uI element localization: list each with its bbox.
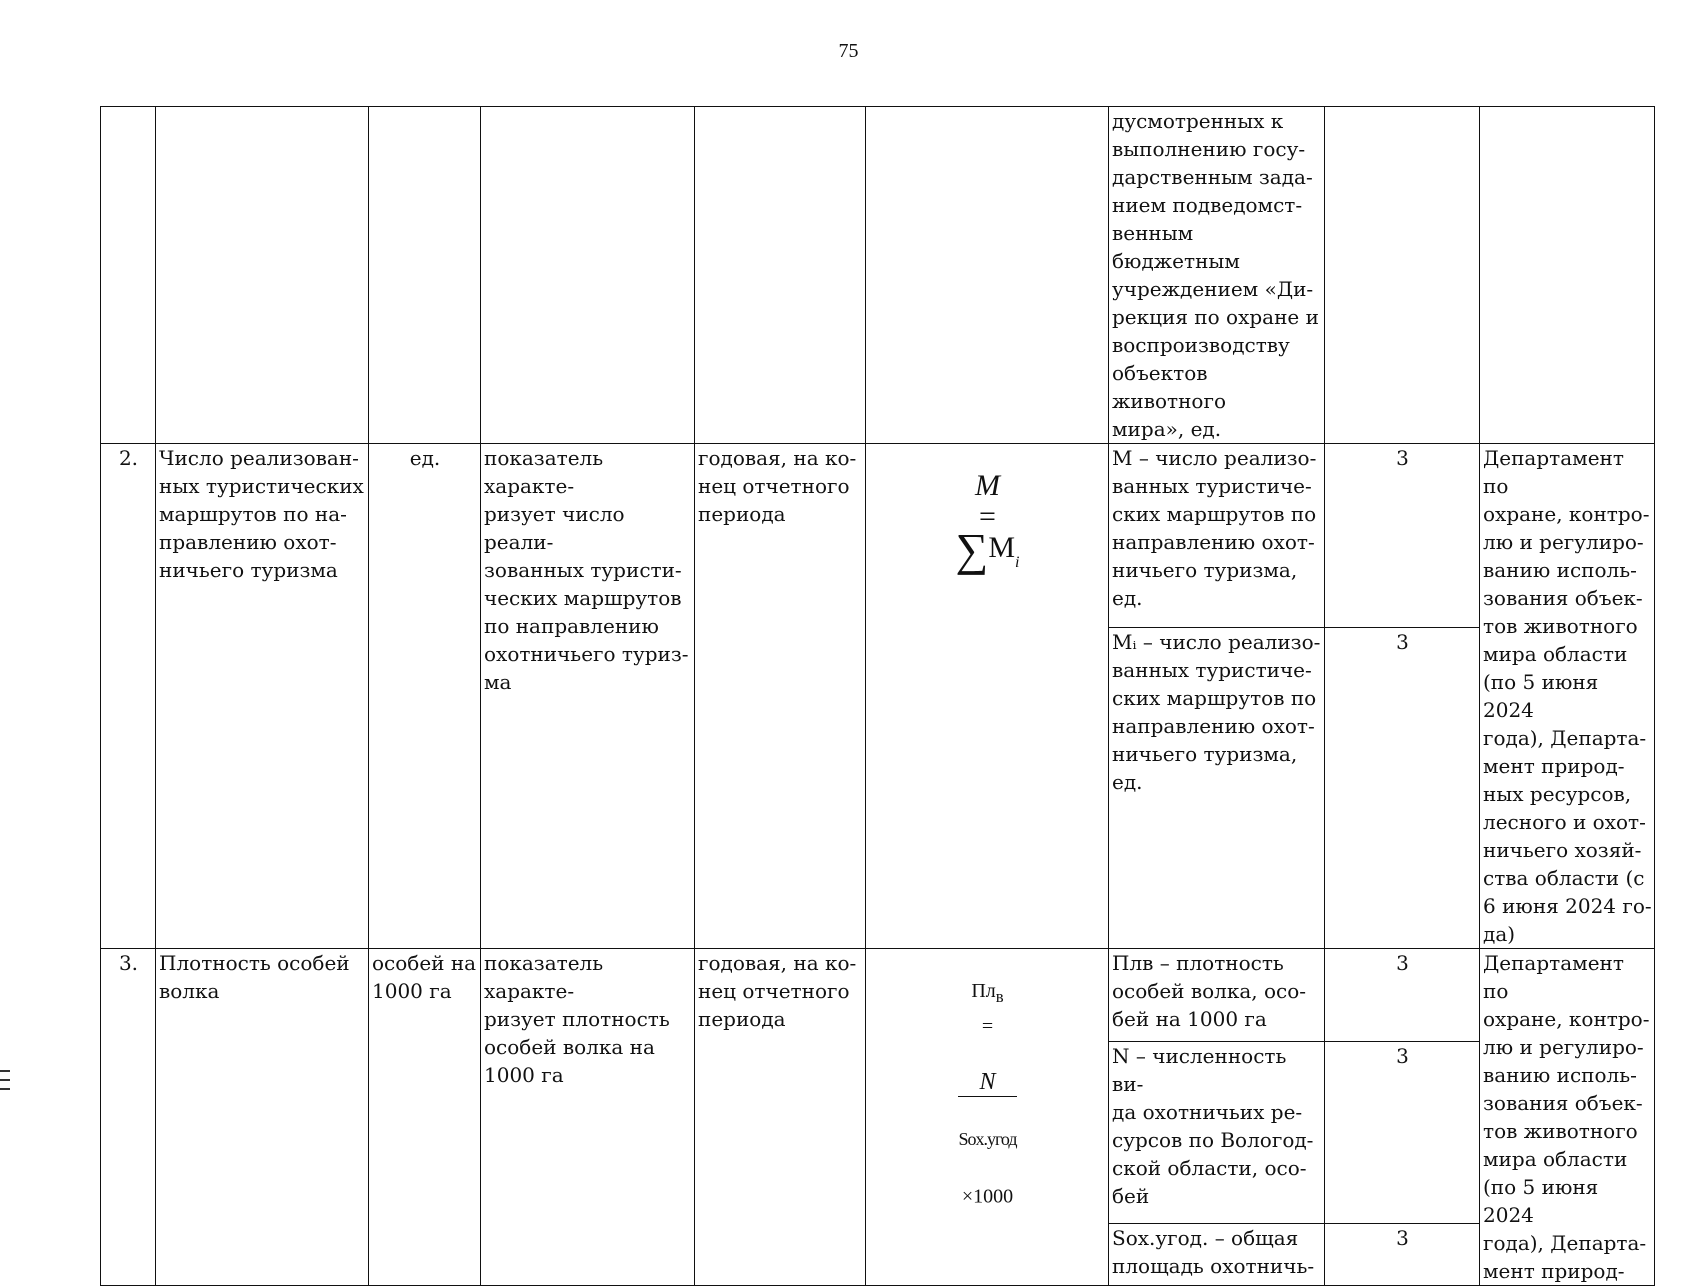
formula-equals: = [981,1015,994,1038]
variable-description: M – число реализо- ванных туристиче- ских маршрутов по направлению охот- ничьего туризма, ед. [1109,444,1325,628]
unit-cell: особей на 1000 га [369,949,481,1286]
description-cell: показатель характе- ризует число реали- зованных туристи- ческих маршрутов по направлению охотничьего туриз- ма [481,444,695,949]
formula-fraction [958,1040,1016,1181]
description-cell: показатель характе- ризует плотность особей волка на 1000 га [481,949,695,1286]
indicator-name: Число реализован- ных туристических маршрутов по на- правлению охот- ничьего туризма [156,444,369,949]
formula-lhs: M [975,469,1000,502]
description-cell [481,107,695,444]
formula-cell [866,107,1109,444]
formula-cell [866,949,1109,1286]
unit-cell [369,107,481,444]
formula-lhs: $Пл_в$ [971,980,1004,1006]
row-number: 2. [101,444,156,949]
indicator-name: Плотность особей волка [156,949,369,1286]
formula-multiplier: ×1000 [961,1185,1014,1208]
variable-code: 3 [1325,949,1480,1042]
variable-description: Плв – плотность особей волка, осо- бей на 1000 га [1109,949,1325,1042]
formula-subscript: i [1015,554,1020,571]
variable-code [1325,107,1480,444]
variable-description: дусмотренных к выполнению госу- дарственным зада- нием подведомст- венным бюджетным учреждением «Ди- рекция по охране и воспроизводству объектов животного мира», ед. [1109,107,1325,444]
variable-code: 3 [1325,627,1480,948]
periodicity-cell [695,107,866,444]
indicator-name [156,107,369,444]
unit-cell: ед. [369,444,481,949]
formula-lhs-subscript: в [995,987,1004,1006]
page-number: 75 [838,40,859,62]
formula-denominator: Sox.угод [958,1129,1017,1150]
responsible-cell: Департамент по охране, контро- лю и регулиро- ванию исполь- зования объек- тов животного мира области (по 5 июня 2024 года), Департа- мент природ- [1480,949,1655,1286]
formula-term: M [988,531,1016,564]
variable-description: Sox.угод. – общая площадь охотничь- [1109,1223,1325,1285]
periodicity-cell: годовая, на ко- нец отчетного периода [695,444,866,949]
indicator-table [100,106,1655,1286]
formula-equals: = [979,500,996,533]
responsible-cell: Департамент по охране, контро- лю и регулиро- ванию исполь- зования объек- тов животного мира области (по 5 июня 2024 года), Департа- мент природ- ных ресурсов, лесного и охот- ничьего хозяй- ства области (с 6 июня 2024 го- да) [1480,444,1655,949]
table-row [101,949,1655,1042]
row-number: 3. [101,949,156,1286]
variable-code: 3 [1325,444,1480,628]
table-row [101,444,1655,628]
row-number [101,107,156,444]
variable-description: N – численность ви- да охотничьих ре- сурсов по Вологод- ской области, осо- бей [1109,1041,1325,1223]
variable-code: 3 [1325,1041,1480,1223]
scan-edge-mark [0,1070,10,1072]
variable-description: Mᵢ – число реализо- ванных туристиче- ских маршрутов по направлению охот- ничьего туризма, ед. [1109,627,1325,948]
formula-numerator: N [958,1068,1016,1097]
responsible-cell [1480,107,1655,444]
sum-symbol: ∑ [955,524,989,575]
formula-cell [866,444,1109,949]
table-row [101,107,1655,444]
variable-code: 3 [1325,1223,1480,1285]
periodicity-cell: годовая, на ко- нец отчетного периода [695,949,866,1286]
